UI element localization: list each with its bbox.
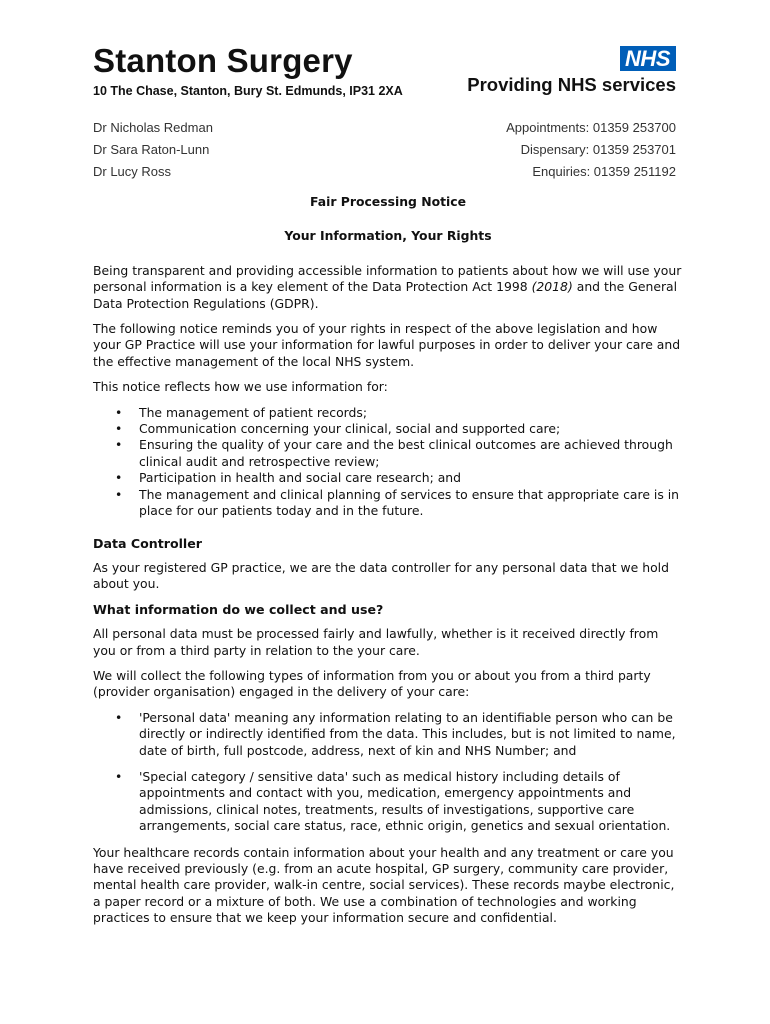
list-item: • Participation in health and social care research; and [115, 470, 462, 486]
nhs-tagline: Providing NHS services [467, 74, 676, 95]
bullet-icon: • [115, 470, 123, 486]
practice-name: Stanton Surgery [93, 42, 353, 79]
enquiries-number: Enquiries: 01359 251192 [532, 164, 676, 179]
doctor-name: Dr Nicholas Redman [93, 120, 213, 135]
controller-paragraph: As your registered GP practice, we are the data controller for any personal data that we hold about you. [93, 559, 669, 592]
contact-numbers [506, 117, 676, 183]
notice-subtitle: Your Information, Your Rights [284, 228, 492, 244]
doctor-list [93, 117, 213, 183]
intro-text-end: and the General Data Protection Regulations (GDPR). [93, 279, 678, 311]
info-types-list [93, 710, 683, 835]
bullet-icon: • [115, 437, 123, 453]
intro-paragraph [93, 263, 683, 312]
list-item: • The management and clinical planning of services to ensure that appropriate care is in place for our patients today and in the future. [115, 486, 680, 519]
collect-types-intro: We will collect the following types of information from you or about you from a third party (provider organisation) engaged in the delivery of your care: [93, 667, 651, 700]
doctor-name: Dr Lucy Ross [93, 164, 172, 179]
collect-heading: What information do we collect and use? [93, 601, 384, 617]
list-item: • The management of patient records; [115, 404, 368, 420]
notice-body [93, 194, 683, 936]
doctor-name: Dr Sara Raton-Lunn [93, 142, 210, 157]
intro-text: Being transparent and providing accessible information to patients about how we will use your personal information is a key element of the Data Protection Act 1998 [93, 262, 682, 295]
bullet-icon: • [115, 486, 123, 502]
list-item: • 'Personal data' meaning any information relating to an identifiable person who can be directly or indirectly identified from the data. This includes, but is not limited to name, date of birth, full postcode, address, next of kin and NHS Number; and [115, 709, 676, 758]
intro-year: (2018) [531, 279, 573, 295]
collect-paragraph: All personal data must be processed fairly and lawfully, whether is it received directly from you or from a third party in relation to the your care. [93, 626, 659, 658]
uses-intro: This notice reflects how we use information for: [93, 379, 388, 395]
dispensary-number: Dispensary: 01359 253701 [520, 142, 676, 157]
records-paragraph: Your healthcare records contain information about your health and any treatment or care you have received previously (e.g. from an acute hospital, GP surgery, community care provider, mental health care provider, walk-in centre, social services). These records maybe electronic, a paper record or a mixture of both. We use a combination of technologies and working practices to ensure that we keep your information secure and confidential. [93, 844, 675, 926]
list-item: • Communication concerning your clinical, social and supported care; [115, 421, 561, 437]
bullet-icon: • [115, 709, 123, 725]
nhs-branding [467, 46, 676, 96]
practice-address: 10 The Chase, Stanton, Bury St. Edmunds, IP31 2XA [93, 84, 403, 98]
list-item: • 'Special category / sensitive data' such as medical history including details of appointments and contact with you, medication, emergency appointments and admissions, clinical notes, treatments, results of investigations, supportive care arrangements, social care status, race, ethnic origin, genetics and sexual orientation. [115, 768, 671, 834]
appointments-number: Appointments: 01359 253700 [506, 120, 676, 135]
nhs-logo: NHS [620, 46, 676, 71]
bullet-icon: • [115, 404, 123, 420]
controller-heading: Data Controller [93, 535, 202, 551]
uses-list [93, 405, 683, 520]
letterhead [93, 42, 403, 98]
rights-paragraph: The following notice reminds you of your rights in respect of the above legislation and how your GP Practice will use your information for lawful purposes in order to deliver your care and the effective management of the local NHS system. [93, 321, 681, 369]
list-item: • Ensuring the quality of your care and the best clinical outcomes are achieved through clinical audit and retrospective review; [115, 437, 673, 469]
bullet-icon: • [115, 421, 123, 437]
bullet-icon: • [115, 768, 123, 784]
notice-title: Fair Processing Notice [309, 194, 467, 209]
